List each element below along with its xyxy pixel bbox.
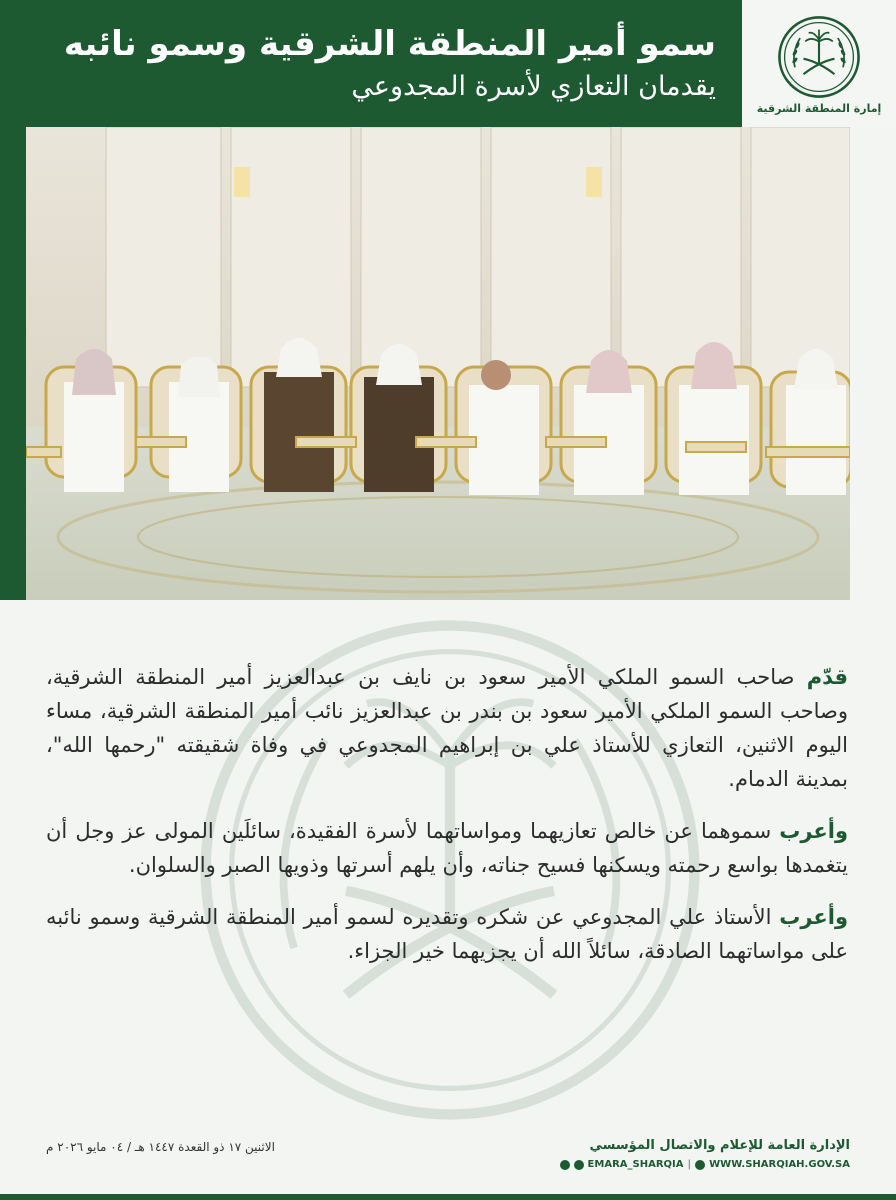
footer-organization [560,1138,850,1170]
paragraph-2-lead: وأعرب [779,819,848,843]
globe-icon [695,1160,705,1170]
social-icon [560,1160,570,1170]
paragraph-1-lead: قدّم [806,665,848,689]
bottom-accent-line [0,1194,896,1200]
article-body [46,660,848,986]
article-paragraph-1 [46,660,848,796]
page-title: سمو أمير المنطقة الشرقية وسمو نائبه [63,24,716,64]
logo-text: إمارة المنطقة الشرقية [756,102,882,115]
paragraph-2-text: سموهما عن خالص تعازيهما ومواساتهما لأسرة الفقيدة، سائلَين المولى عز وجل أن يتغمدها بواسع رحمته ويسكنها فسيح جناته، وأن يلهم أسرتها وذويها الصبر والسلوان. [46,819,848,877]
article-paragraph-2 [46,814,848,882]
publish-date: الاثنين ١٧ ذو القعدة ١٤٤٧ هـ / ٠٤ مايو ٢٠٢٦ م [46,1140,275,1154]
org-name: الإدارة العامة للإعلام والاتصال المؤسسي [589,1138,850,1153]
paragraph-1-text: صاحب السمو الملكي الأمير سعود بن نايف بن عبدالعزيز أمير المنطقة الشرقية، وصاحب السمو الملكي الأمير سعود بن بندر بن عبدالعزيز نائب أمير المنطقة الشرقية، مساء اليوم الاثنين، التعازي للأستاذ علي بن إبراهيم المجدوعي في وفاة شقيقته "رحمها الله"، بمدينة الدمام. [46,665,848,791]
page-subtitle: يقدمان التعازي لأسرة المجدوعي [351,71,716,102]
website-link[interactable]: WWW.SHARQIAH.GOV.SA [709,1159,850,1170]
article-paragraph-3 [46,900,848,968]
separator: | [687,1159,692,1170]
header-banner [0,0,742,127]
x-icon [574,1160,584,1170]
social-handle[interactable]: EMARA_SHARQIA [587,1159,684,1170]
emblem-icon [776,14,862,100]
logo-block [742,0,896,127]
org-links [560,1159,850,1170]
photo-illustration [26,127,850,600]
news-photo [26,127,850,600]
paragraph-3-text: الأستاذ علي المجدوعي عن شكره وتقديره لسمو أمير المنطقة الشرقية وسمو نائبه على مواساتهما الصادقة، سائلاً الله أن يجزيهما خير الجزاء. [46,905,848,963]
paragraph-3-lead: وأعرب [779,905,848,929]
